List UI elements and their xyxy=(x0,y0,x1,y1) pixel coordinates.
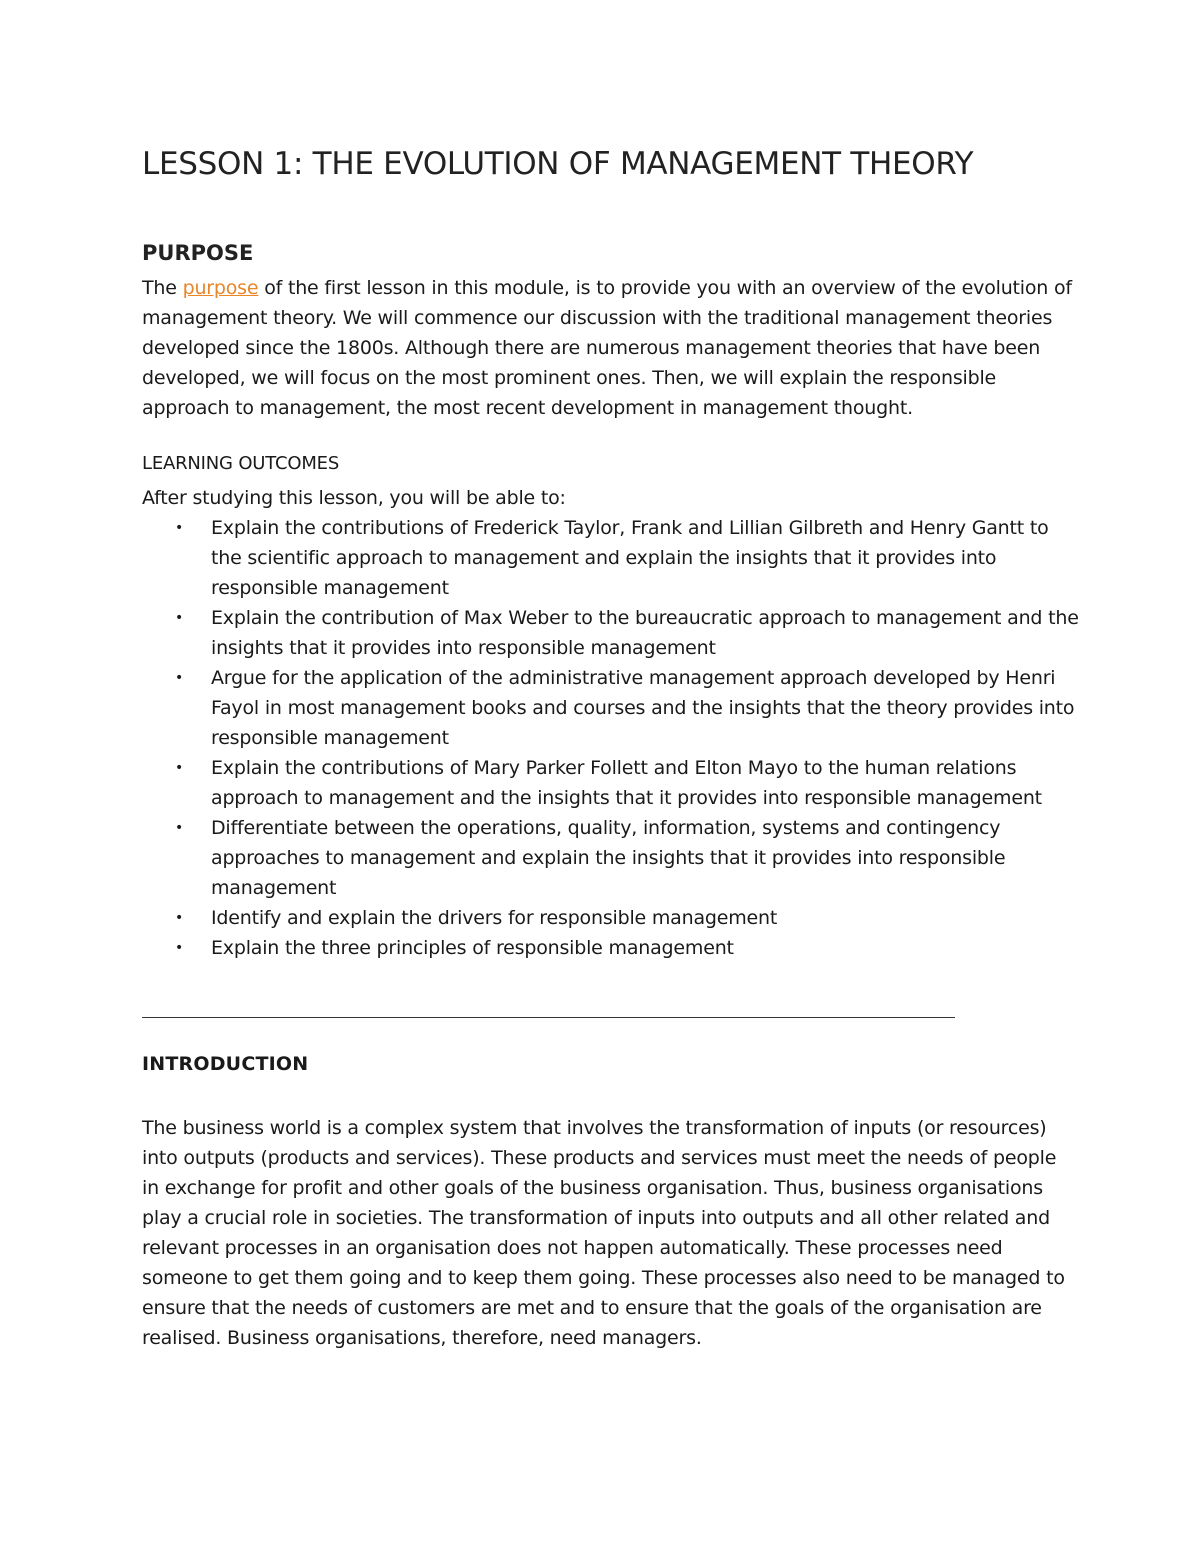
bullet-icon: • xyxy=(175,610,184,626)
purpose-heading: PURPOSE xyxy=(142,241,254,265)
purpose-text-start: The xyxy=(142,277,183,299)
list-item xyxy=(142,513,1082,603)
list-item-text: Explain the contributions of Mary Parker Follett and Elton Mayo to the human relations approach to management and the insights that it provides into responsible management xyxy=(211,757,1042,809)
purpose-paragraph xyxy=(142,273,1072,423)
bullet-icon: • xyxy=(175,760,184,776)
list-item-text: Explain the contribution of Max Weber to the bureaucratic approach to management and the insights that it provides into responsible management xyxy=(211,607,1079,659)
list-item xyxy=(142,753,1082,813)
list-item-text: Argue for the application of the administrative management approach developed by Henri Fayol in most management books and courses and the insights that the theory provides into responsible management xyxy=(211,667,1075,749)
list-item-text: Identify and explain the drivers for responsible management xyxy=(211,907,778,929)
introduction-paragraph: The business world is a complex system that involves the transformation of inputs (or resources) into outputs (products and services). These products and services must meet the needs of people in exchange for profit and other goals of the business organisation. Thus, business organisations play a crucial role in societies. The transformation of inputs into outputs and all other related and relevant processes in an organisation does not happen automatically. These processes need someone to get them going and to keep them going. These processes also need to be managed to ensure that the needs of customers are met and to ensure that the goals of the organisation are realised. Business organisations, therefore, need managers. xyxy=(142,1117,1065,1349)
introduction-heading: INTRODUCTION xyxy=(142,1053,309,1075)
bullet-icon: • xyxy=(175,910,184,926)
purpose-link[interactable]: purpose xyxy=(182,277,259,299)
learning-outcomes-list xyxy=(142,513,1082,963)
list-item xyxy=(142,813,1082,903)
list-item xyxy=(142,903,1082,933)
purpose-text-rest: of the first lesson in this module, is to provide you with an overview of the evolution of management theory. We will commence our discussion with the traditional management theories developed since the 1800s. Although there are numerous management theories that have been developed, we will focus on the most prominent ones. Then, we will explain the responsible approach to management, the most recent development in management thought. xyxy=(142,277,1072,419)
list-item xyxy=(142,663,1082,753)
learning-outcomes-intro: After studying this lesson, you will be able to: xyxy=(142,487,566,509)
list-item-text: Explain the contributions of Frederick Taylor, Frank and Lillian Gilbreth and Henry Gantt to the scientific approach to management and explain the insights that it provides into responsible management xyxy=(211,517,1049,599)
horizontal-divider xyxy=(142,1017,955,1018)
list-item xyxy=(142,603,1082,663)
learning-outcomes-heading: LEARNING OUTCOMES xyxy=(142,453,340,474)
list-item-text: Differentiate between the operations, quality, information, systems and contingency approaches to management and explain the insights that it provides into responsible management xyxy=(211,817,1006,899)
bullet-icon: • xyxy=(175,520,184,536)
page-title: LESSON 1: THE EVOLUTION OF MANAGEMENT THEORY xyxy=(142,146,974,182)
bullet-icon: • xyxy=(175,670,184,686)
list-item xyxy=(142,933,1082,963)
list-item-text: Explain the three principles of responsible management xyxy=(211,937,734,959)
bullet-icon: • xyxy=(175,820,184,836)
bullet-icon: • xyxy=(175,940,184,956)
